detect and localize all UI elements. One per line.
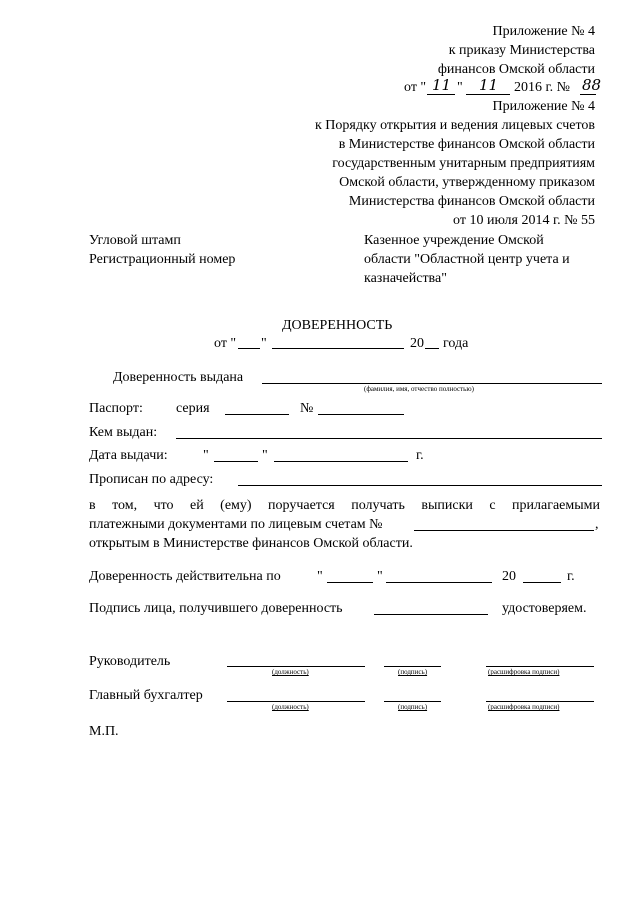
accountant-position-field[interactable]: [227, 701, 365, 702]
issue-date-quote-close: ": [262, 448, 268, 463]
order-number: 88: [582, 76, 602, 94]
header-line-8: государственным унитарным предприятиям: [332, 156, 595, 171]
passport-label: Паспорт:: [89, 401, 143, 416]
issue-date-year-suffix: г.: [416, 448, 424, 463]
signature-label: Подпись лица, получившего доверенность: [89, 601, 343, 616]
certify-label: удостоверяем.: [502, 601, 587, 616]
valid-day-field[interactable]: [327, 582, 373, 583]
document-title: ДОВЕРЕННОСТЬ: [282, 318, 393, 333]
header-line-9: Омской области, утвержденному приказом: [339, 175, 595, 190]
title-date-century: 20: [410, 336, 424, 351]
order-date-quote: ": [457, 80, 463, 95]
title-day-underline: [238, 348, 260, 349]
order-year: 2016 г. №: [514, 80, 571, 95]
stamp-place-label: М.П.: [89, 724, 119, 739]
header-line-10: Министерства финансов Омской области: [348, 194, 595, 209]
order-number-underline: [580, 94, 596, 95]
title-year-underline: [425, 348, 439, 349]
holder-signature-field[interactable]: [374, 614, 488, 615]
paragraph-line-1: в том, что ей (ему) поручается получать выписки с прилагаемыми: [89, 498, 600, 513]
header-line-5: Приложение № 4: [492, 99, 595, 114]
issued-to-field[interactable]: [262, 383, 602, 384]
series-label: серия: [176, 401, 210, 416]
paragraph-line-2: платежными документами по лицевым счетам №: [89, 517, 383, 532]
issue-day-field[interactable]: [214, 461, 258, 462]
valid-year-suffix: г.: [567, 569, 575, 584]
issue-date-quote-open: ": [203, 448, 209, 463]
header-line-2: к приказу Министерства: [448, 43, 595, 58]
accountant-position-hint: (должность): [272, 703, 309, 711]
title-date-quote: ": [261, 336, 267, 351]
head-label: Руководитель: [89, 654, 171, 669]
title-date-suffix: года: [443, 336, 469, 351]
title-date-prefix: от ": [214, 336, 237, 351]
head-signature-field[interactable]: [384, 666, 441, 667]
issue-month-year-field[interactable]: [274, 461, 408, 462]
corner-stamp-label: Угловой штамп: [89, 233, 181, 248]
series-field[interactable]: [225, 414, 289, 415]
valid-century: 20: [502, 569, 516, 584]
recipient-line-2: области "Областной центр учета и: [364, 252, 570, 267]
passport-number-sign: №: [300, 401, 314, 416]
paragraph-line-2-comma: ,: [595, 517, 599, 532]
chief-accountant-label: Главный бухгалтер: [89, 688, 203, 703]
accountant-signature-hint: (подпись): [398, 703, 428, 711]
issued-to-label: Доверенность выдана: [113, 370, 244, 385]
accountant-decode-hint: (расшифровка подписи): [488, 703, 560, 711]
header-line-6: к Порядку открытия и ведения лицевых счетов: [314, 118, 595, 133]
issued-by-field[interactable]: [176, 438, 602, 439]
issued-by-label: Кем выдан:: [89, 425, 158, 440]
head-position-field[interactable]: [227, 666, 365, 667]
head-position-hint: (должность): [272, 668, 309, 676]
valid-quote-open: ": [317, 569, 323, 584]
header-line-11: от 10 июля 2014 г. № 55: [453, 213, 595, 228]
order-day: 11: [432, 76, 452, 94]
valid-until-label: Доверенность действительна по: [89, 569, 281, 584]
registered-address-label: Прописан по адресу:: [89, 472, 214, 487]
account-number-field[interactable]: [414, 530, 594, 531]
registration-number-label: Регистрационный номер: [89, 252, 236, 267]
accountant-decode-field[interactable]: [486, 701, 594, 702]
header-line-7: в Министерстве финансов Омской области: [338, 137, 595, 152]
header-line-3: финансов Омской области: [437, 62, 595, 77]
header-line-1: Приложение № 4: [492, 24, 595, 39]
recipient-line-3: казначейства": [364, 271, 447, 286]
title-month-underline: [272, 348, 404, 349]
recipient-line-1: Казенное учреждение Омской: [364, 233, 544, 248]
head-decode-hint: (расшифровка подписи): [488, 668, 560, 676]
order-date-prefix: от ": [404, 80, 427, 95]
valid-year-field[interactable]: [523, 582, 561, 583]
head-decode-field[interactable]: [486, 666, 594, 667]
issued-to-hint: (фамилия, имя, отчество полностью): [364, 385, 474, 393]
registered-address-field[interactable]: [238, 485, 602, 486]
valid-month-field[interactable]: [386, 582, 492, 583]
head-signature-hint: (подпись): [398, 668, 428, 676]
order-month: 11: [479, 76, 499, 94]
paragraph-line-3: открытым в Министерстве финансов Омской области.: [89, 536, 413, 551]
valid-quote-close: ": [377, 569, 383, 584]
issue-date-label: Дата выдачи:: [89, 448, 168, 463]
passport-number-field[interactable]: [318, 414, 404, 415]
accountant-signature-field[interactable]: [384, 701, 441, 702]
